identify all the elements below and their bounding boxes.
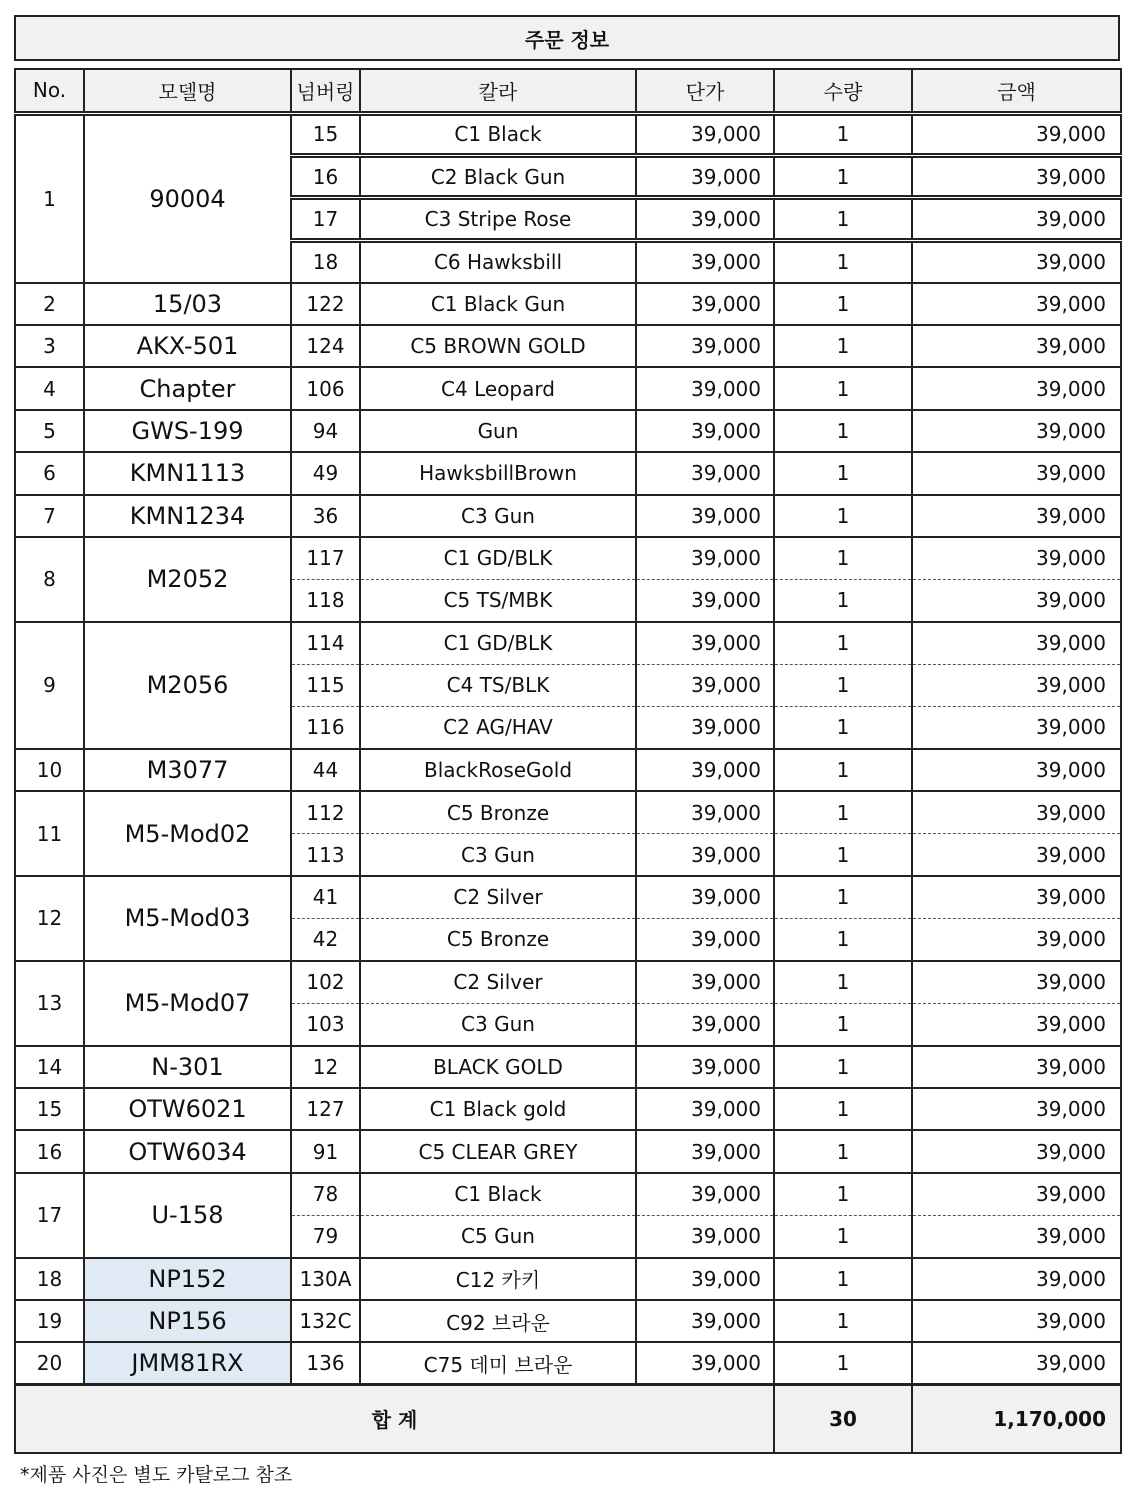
row-number: 11: [15, 791, 84, 876]
unit-price-cell: 39,000: [636, 1342, 774, 1384]
numbering-cell: 94: [291, 410, 360, 452]
amount-cell: 39,000: [912, 240, 1121, 282]
amount-cell: 39,000: [912, 791, 1121, 833]
color-cell: C5 Bronze: [360, 791, 636, 833]
color-cell: C75 데미 브라운: [360, 1342, 636, 1384]
color-cell: C3 Gun: [360, 495, 636, 537]
numbering-cell: 124: [291, 325, 360, 367]
amount-cell: 39,000: [912, 1258, 1121, 1300]
numbering-cell: 78: [291, 1173, 360, 1215]
table-row: [15, 1300, 1121, 1342]
numbering-cell: 132C: [291, 1300, 360, 1342]
quantity-cell: 1: [774, 1088, 912, 1130]
unit-price-cell: 39,000: [636, 495, 774, 537]
quantity-cell: 1: [774, 1003, 912, 1045]
quantity-cell: 1: [774, 749, 912, 791]
amount-cell: 39,000: [912, 749, 1121, 791]
numbering-cell: 36: [291, 495, 360, 537]
quantity-cell: 1: [774, 1300, 912, 1342]
unit-price-cell: 39,000: [636, 113, 774, 155]
amount-cell: 39,000: [912, 495, 1121, 537]
table-row: [15, 113, 1121, 155]
table-row: [15, 452, 1121, 494]
table-row: [15, 325, 1121, 367]
amount-cell: 39,000: [912, 410, 1121, 452]
color-cell: C1 Black Gun: [360, 283, 636, 325]
table-header-row: [15, 69, 1121, 113]
amount-cell: 39,000: [912, 622, 1121, 664]
amount-cell: 39,000: [912, 155, 1121, 197]
color-cell: C5 TS/MBK: [360, 579, 636, 621]
numbering-cell: 91: [291, 1130, 360, 1172]
amount-cell: 39,000: [912, 1088, 1121, 1130]
model-name: AKX-501: [84, 325, 291, 367]
order-info-title: 주문 정보: [14, 15, 1120, 61]
amount-cell: 39,000: [912, 1046, 1121, 1088]
unit-price-cell: 39,000: [636, 664, 774, 706]
amount-cell: 39,000: [912, 283, 1121, 325]
numbering-cell: 106: [291, 367, 360, 409]
color-cell: C3 Gun: [360, 834, 636, 876]
color-cell: C2 Black Gun: [360, 155, 636, 197]
row-number: 14: [15, 1046, 84, 1088]
quantity-cell: 1: [774, 325, 912, 367]
row-number: 4: [15, 367, 84, 409]
model-name: U-158: [84, 1173, 291, 1258]
col-header-amount: 금액: [912, 69, 1121, 113]
model-name: GWS-199: [84, 410, 291, 452]
unit-price-cell: 39,000: [636, 1215, 774, 1257]
amount-cell: 39,000: [912, 198, 1121, 240]
amount-cell: 39,000: [912, 834, 1121, 876]
numbering-cell: 17: [291, 198, 360, 240]
col-header-color: 칼라: [360, 69, 636, 113]
color-cell: C92 브라운: [360, 1300, 636, 1342]
unit-price-cell: 39,000: [636, 706, 774, 748]
row-number: 16: [15, 1130, 84, 1172]
table-row: [15, 283, 1121, 325]
color-cell: C1 Black gold: [360, 1088, 636, 1130]
row-number: 8: [15, 537, 84, 622]
model-name: NP152: [84, 1258, 291, 1300]
row-number: 17: [15, 1173, 84, 1258]
table-row: [15, 961, 1121, 1003]
numbering-cell: 16: [291, 155, 360, 197]
model-name: OTW6021: [84, 1088, 291, 1130]
color-cell: C1 GD/BLK: [360, 537, 636, 579]
row-number: 5: [15, 410, 84, 452]
amount-cell: 39,000: [912, 1342, 1121, 1384]
color-cell: C1 GD/BLK: [360, 622, 636, 664]
model-name: M3077: [84, 749, 291, 791]
unit-price-cell: 39,000: [636, 1130, 774, 1172]
quantity-cell: 1: [774, 876, 912, 918]
model-name: M2056: [84, 622, 291, 749]
quantity-cell: 1: [774, 579, 912, 621]
model-name: NP156: [84, 1300, 291, 1342]
amount-cell: 39,000: [912, 706, 1121, 748]
model-name: M5-Mod03: [84, 876, 291, 961]
quantity-cell: 1: [774, 155, 912, 197]
amount-cell: 39,000: [912, 325, 1121, 367]
color-cell: C6 Hawksbill: [360, 240, 636, 282]
numbering-cell: 12: [291, 1046, 360, 1088]
color-cell: C5 BROWN GOLD: [360, 325, 636, 367]
col-header-no: No.: [15, 69, 84, 113]
model-name: OTW6034: [84, 1130, 291, 1172]
total-label: 합 계: [15, 1385, 774, 1453]
row-number: 2: [15, 283, 84, 325]
color-cell: C5 CLEAR GREY: [360, 1130, 636, 1172]
table-row: [15, 410, 1121, 452]
numbering-cell: 122: [291, 283, 360, 325]
row-number: 7: [15, 495, 84, 537]
model-name: 90004: [84, 113, 291, 283]
unit-price-cell: 39,000: [636, 367, 774, 409]
unit-price-cell: 39,000: [636, 1088, 774, 1130]
row-number: 19: [15, 1300, 84, 1342]
numbering-cell: 136: [291, 1342, 360, 1384]
row-number: 15: [15, 1088, 84, 1130]
model-name: KMN1113: [84, 452, 291, 494]
numbering-cell: 117: [291, 537, 360, 579]
unit-price-cell: 39,000: [636, 791, 774, 833]
table-row: [15, 1088, 1121, 1130]
amount-cell: 39,000: [912, 1003, 1121, 1045]
color-cell: C3 Gun: [360, 1003, 636, 1045]
numbering-cell: 79: [291, 1215, 360, 1257]
color-cell: C1 Black: [360, 1173, 636, 1215]
unit-price-cell: 39,000: [636, 1300, 774, 1342]
quantity-cell: 1: [774, 1215, 912, 1257]
model-name: 15/03: [84, 283, 291, 325]
total-amount: 1,170,000: [912, 1385, 1121, 1453]
color-cell: HawksbillBrown: [360, 452, 636, 494]
unit-price-cell: 39,000: [636, 579, 774, 621]
quantity-cell: 1: [774, 1342, 912, 1384]
table-row: [15, 876, 1121, 918]
color-cell: C12 카키: [360, 1258, 636, 1300]
unit-price-cell: 39,000: [636, 876, 774, 918]
unit-price-cell: 39,000: [636, 918, 774, 960]
unit-price-cell: 39,000: [636, 834, 774, 876]
model-name: M5-Mod02: [84, 791, 291, 876]
amount-cell: 39,000: [912, 918, 1121, 960]
color-cell: C2 Silver: [360, 961, 636, 1003]
table-row: [15, 791, 1121, 833]
numbering-cell: 112: [291, 791, 360, 833]
color-cell: BLACK GOLD: [360, 1046, 636, 1088]
row-number: 10: [15, 749, 84, 791]
numbering-cell: 18: [291, 240, 360, 282]
unit-price-cell: 39,000: [636, 1003, 774, 1045]
row-number: 18: [15, 1258, 84, 1300]
quantity-cell: 1: [774, 1046, 912, 1088]
numbering-cell: 118: [291, 579, 360, 621]
unit-price-cell: 39,000: [636, 240, 774, 282]
row-number: 20: [15, 1342, 84, 1384]
table-row: [15, 749, 1121, 791]
table-row: [15, 537, 1121, 579]
col-header-unit-price: 단가: [636, 69, 774, 113]
color-cell: Gun: [360, 410, 636, 452]
row-number: 1: [15, 113, 84, 283]
quantity-cell: 1: [774, 198, 912, 240]
amount-cell: 39,000: [912, 1130, 1121, 1172]
amount-cell: 39,000: [912, 1173, 1121, 1215]
unit-price-cell: 39,000: [636, 749, 774, 791]
unit-price-cell: 39,000: [636, 325, 774, 367]
table-row: [15, 1258, 1121, 1300]
table-row: [15, 1342, 1121, 1384]
numbering-cell: 103: [291, 1003, 360, 1045]
unit-price-cell: 39,000: [636, 961, 774, 1003]
unit-price-cell: 39,000: [636, 537, 774, 579]
col-header-model: 모델명: [84, 69, 291, 113]
model-name: M2052: [84, 537, 291, 622]
order-rows: [15, 113, 1121, 1385]
color-cell: C4 Leopard: [360, 367, 636, 409]
color-cell: C3 Stripe Rose: [360, 198, 636, 240]
unit-price-cell: 39,000: [636, 198, 774, 240]
amount-cell: 39,000: [912, 876, 1121, 918]
numbering-cell: 116: [291, 706, 360, 748]
quantity-cell: 1: [774, 410, 912, 452]
table-row: [15, 367, 1121, 409]
quantity-cell: 1: [774, 452, 912, 494]
quantity-cell: 1: [774, 1130, 912, 1172]
color-cell: C4 TS/BLK: [360, 664, 636, 706]
color-cell: C1 Black: [360, 113, 636, 155]
model-name: Chapter: [84, 367, 291, 409]
row-number: 12: [15, 876, 84, 961]
numbering-cell: 115: [291, 664, 360, 706]
quantity-cell: 1: [774, 706, 912, 748]
color-cell: C2 Silver: [360, 876, 636, 918]
quantity-cell: 1: [774, 240, 912, 282]
amount-cell: 39,000: [912, 664, 1121, 706]
quantity-cell: 1: [774, 1258, 912, 1300]
color-cell: BlackRoseGold: [360, 749, 636, 791]
quantity-cell: 1: [774, 537, 912, 579]
table-row: [15, 1130, 1121, 1172]
row-number: 3: [15, 325, 84, 367]
model-name: JMM81RX: [84, 1342, 291, 1384]
unit-price-cell: 39,000: [636, 622, 774, 664]
total-row: [15, 1385, 1121, 1453]
amount-cell: 39,000: [912, 367, 1121, 409]
quantity-cell: 1: [774, 834, 912, 876]
quantity-cell: 1: [774, 1173, 912, 1215]
table-row: [15, 495, 1121, 537]
amount-cell: 39,000: [912, 1300, 1121, 1342]
row-number: 9: [15, 622, 84, 749]
table-row: [15, 622, 1121, 664]
row-number: 13: [15, 961, 84, 1046]
unit-price-cell: 39,000: [636, 452, 774, 494]
quantity-cell: 1: [774, 961, 912, 1003]
amount-cell: 39,000: [912, 579, 1121, 621]
table-row: [15, 1046, 1121, 1088]
model-name: N-301: [84, 1046, 291, 1088]
numbering-cell: 113: [291, 834, 360, 876]
numbering-cell: 15: [291, 113, 360, 155]
amount-cell: 39,000: [912, 961, 1121, 1003]
numbering-cell: 42: [291, 918, 360, 960]
amount-cell: 39,000: [912, 452, 1121, 494]
color-cell: C5 Gun: [360, 1215, 636, 1257]
unit-price-cell: 39,000: [636, 1173, 774, 1215]
numbering-cell: 130A: [291, 1258, 360, 1300]
model-name: M5-Mod07: [84, 961, 291, 1046]
amount-cell: 39,000: [912, 537, 1121, 579]
quantity-cell: 1: [774, 622, 912, 664]
unit-price-cell: 39,000: [636, 155, 774, 197]
numbering-cell: 49: [291, 452, 360, 494]
table-row: [15, 1173, 1121, 1215]
col-header-quantity: 수량: [774, 69, 912, 113]
footnote: *제품 사진은 별도 카탈로그 참조: [20, 1464, 293, 1486]
quantity-cell: 1: [774, 367, 912, 409]
numbering-cell: 41: [291, 876, 360, 918]
row-number: 6: [15, 452, 84, 494]
order-table: [14, 68, 1122, 1454]
quantity-cell: 1: [774, 113, 912, 155]
numbering-cell: 114: [291, 622, 360, 664]
numbering-cell: 102: [291, 961, 360, 1003]
color-cell: C5 Bronze: [360, 918, 636, 960]
model-name: KMN1234: [84, 495, 291, 537]
quantity-cell: 1: [774, 283, 912, 325]
amount-cell: 39,000: [912, 113, 1121, 155]
unit-price-cell: 39,000: [636, 1258, 774, 1300]
col-header-numbering: 넘버링: [291, 69, 360, 113]
amount-cell: 39,000: [912, 1215, 1121, 1257]
numbering-cell: 127: [291, 1088, 360, 1130]
quantity-cell: 1: [774, 918, 912, 960]
quantity-cell: 1: [774, 495, 912, 537]
unit-price-cell: 39,000: [636, 410, 774, 452]
quantity-cell: 1: [774, 791, 912, 833]
numbering-cell: 44: [291, 749, 360, 791]
color-cell: C2 AG/HAV: [360, 706, 636, 748]
unit-price-cell: 39,000: [636, 1046, 774, 1088]
total-quantity: 30: [774, 1385, 912, 1453]
quantity-cell: 1: [774, 664, 912, 706]
unit-price-cell: 39,000: [636, 283, 774, 325]
